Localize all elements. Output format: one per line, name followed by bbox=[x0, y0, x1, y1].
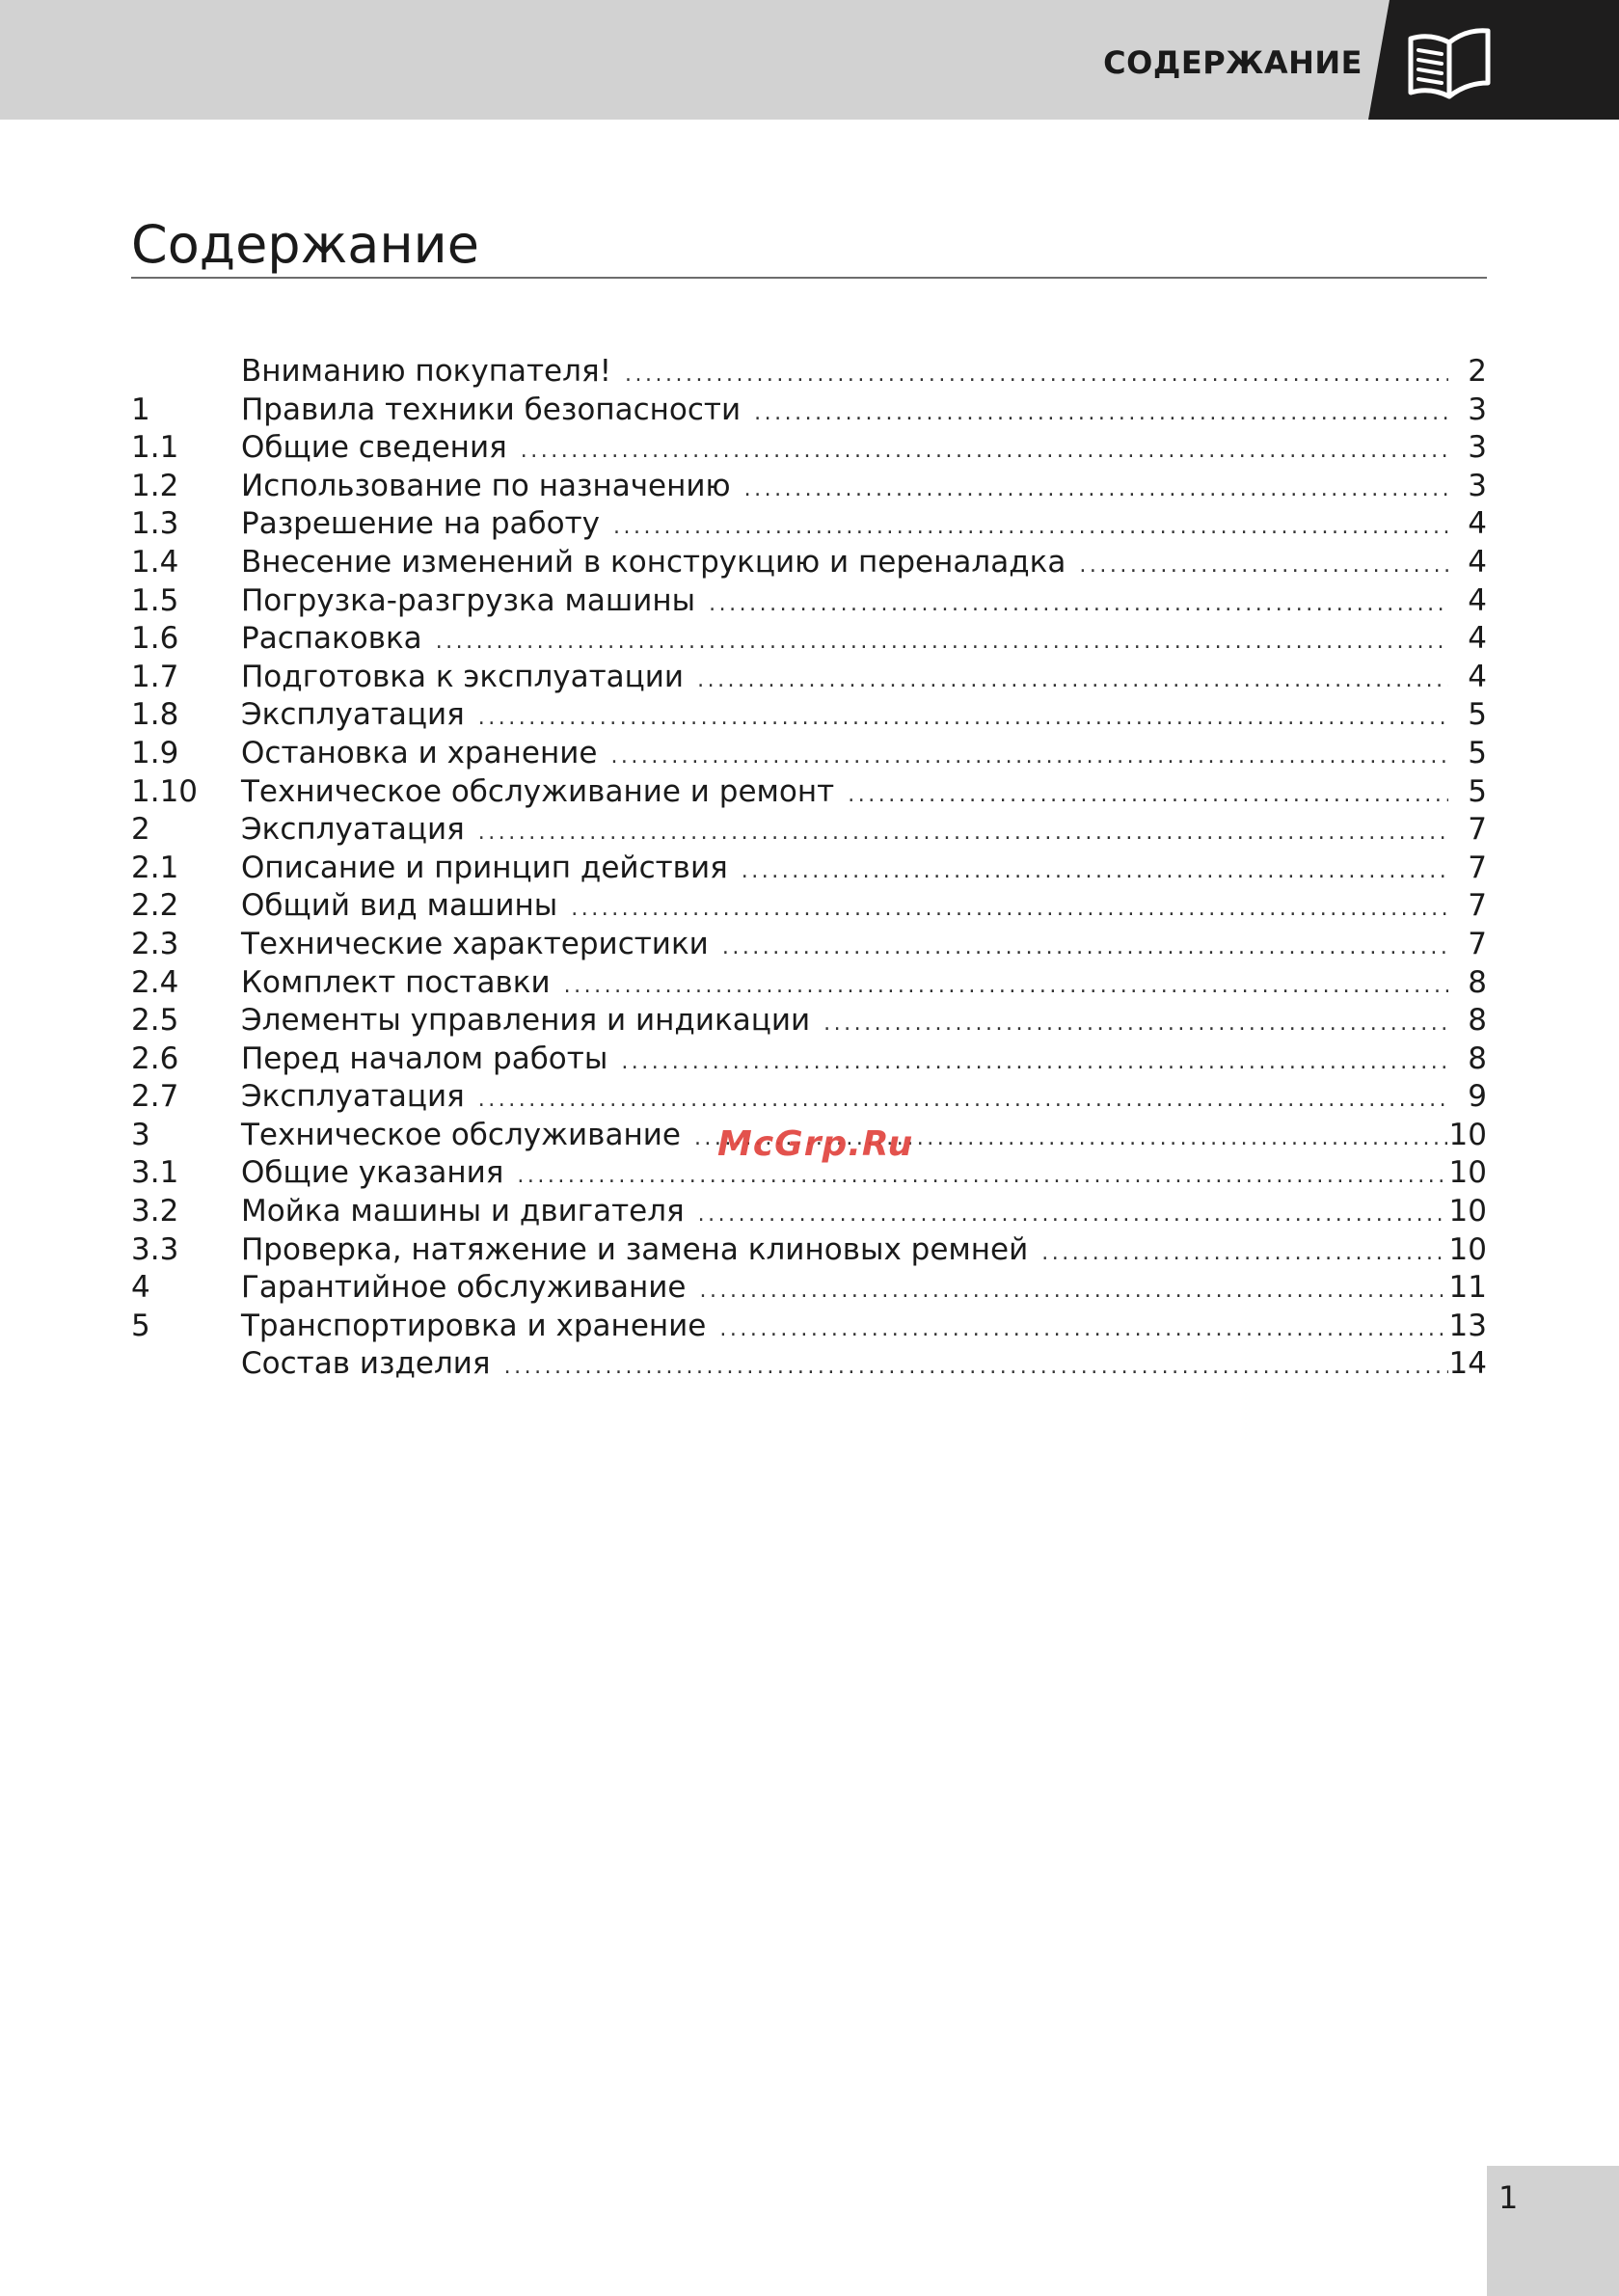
toc-entry[interactable] bbox=[131, 659, 1487, 697]
toc-entry-title: Проверка, натяжение и замена клиновых ремней bbox=[241, 1231, 1029, 1267]
toc-entry-page: 7 bbox=[1468, 850, 1487, 885]
toc-entry-title: Описание и принцип действия bbox=[241, 850, 728, 885]
toc-entry-number: 3 bbox=[131, 1117, 150, 1152]
toc-entry-page: 7 bbox=[1468, 926, 1487, 961]
toc-dot-leader bbox=[744, 471, 1448, 509]
toc-dot-leader bbox=[610, 738, 1448, 776]
toc-dot-leader bbox=[1079, 547, 1448, 585]
toc-entry-number: 1.7 bbox=[131, 659, 179, 694]
toc-entry-title: Общий вид машины bbox=[241, 888, 558, 924]
toc-dot-leader bbox=[613, 508, 1448, 547]
toc-entry[interactable] bbox=[131, 1002, 1487, 1040]
toc-entry[interactable] bbox=[131, 429, 1487, 468]
page-number: 1 bbox=[1498, 2179, 1519, 2216]
toc-entry-title: Гарантийное обслуживание bbox=[241, 1270, 687, 1306]
toc-dot-leader bbox=[823, 1005, 1448, 1043]
toc-entry-number: 4 bbox=[131, 1270, 150, 1306]
toc-dot-leader bbox=[848, 776, 1448, 815]
toc-dot-leader bbox=[436, 623, 1448, 662]
page-title: Содержание bbox=[131, 214, 479, 275]
toc-entry[interactable] bbox=[131, 468, 1487, 506]
toc-dot-leader bbox=[719, 1310, 1448, 1349]
toc-entry-page: 10 bbox=[1448, 1194, 1487, 1229]
toc-dot-leader bbox=[699, 1272, 1448, 1310]
toc-entry-title: Правила техники безопасности bbox=[241, 392, 742, 427]
toc-entry-title: Перед началом работы bbox=[241, 1040, 608, 1076]
toc-entry-number: 1.5 bbox=[131, 582, 179, 618]
toc-dot-leader bbox=[742, 852, 1448, 891]
toc-entry-number: 1.2 bbox=[131, 468, 179, 503]
toc-entry-page: 5 bbox=[1468, 697, 1487, 733]
toc-entry-title: Мойка машины и двигателя bbox=[241, 1194, 685, 1229]
toc-entry-number: 2.7 bbox=[131, 1079, 179, 1115]
toc-entry-title: Эксплуатация bbox=[241, 812, 465, 848]
toc-entry-title: Эксплуатация bbox=[241, 697, 465, 733]
toc-entry[interactable] bbox=[131, 1308, 1487, 1346]
toc-entry-number: 3.2 bbox=[131, 1194, 179, 1229]
toc-entry-number: 2.4 bbox=[131, 964, 179, 1000]
toc-entry-title: Разрешение на работу bbox=[241, 506, 600, 542]
toc-entry[interactable] bbox=[131, 1345, 1487, 1384]
toc-entry[interactable] bbox=[131, 544, 1487, 582]
toc-entry-number: 1.3 bbox=[131, 506, 179, 542]
toc-dot-leader bbox=[621, 1043, 1448, 1082]
toc-entry-page: 8 bbox=[1468, 1003, 1487, 1039]
toc-entry[interactable] bbox=[131, 1193, 1487, 1231]
toc-entry-title: Технические характеристики bbox=[241, 926, 709, 961]
toc-entry-page: 5 bbox=[1468, 773, 1487, 809]
toc-entry[interactable] bbox=[131, 850, 1487, 888]
toc-entry-title: Элементы управления и индикации bbox=[241, 1003, 811, 1039]
toc-entry-number: 5 bbox=[131, 1308, 150, 1343]
toc-entry-number: 1.1 bbox=[131, 430, 179, 466]
toc-dot-leader bbox=[698, 1196, 1448, 1234]
toc-entry-page: 8 bbox=[1468, 964, 1487, 1000]
toc-dot-leader bbox=[697, 662, 1448, 700]
toc-dot-leader bbox=[564, 967, 1448, 1006]
toc-entry-number: 2.1 bbox=[131, 850, 179, 885]
book-icon bbox=[1401, 25, 1498, 102]
toc-entry-page: 9 bbox=[1468, 1079, 1487, 1115]
toc-entry-title: Техническое обслуживание bbox=[241, 1117, 681, 1152]
toc-entry-title: Распаковка bbox=[241, 621, 422, 657]
toc-entry-title: Техническое обслуживание и ремонт bbox=[241, 773, 835, 809]
toc-entry-page: 4 bbox=[1468, 506, 1487, 542]
toc-entry[interactable] bbox=[131, 505, 1487, 544]
toc-entry-page: 4 bbox=[1468, 544, 1487, 580]
toc-entry-page: 4 bbox=[1468, 659, 1487, 694]
toc-entry[interactable] bbox=[131, 1231, 1487, 1270]
toc-dot-leader bbox=[478, 814, 1448, 852]
toc-entry-number: 2.2 bbox=[131, 888, 179, 924]
toc-entry[interactable] bbox=[131, 773, 1487, 812]
toc-entry[interactable] bbox=[131, 1040, 1487, 1079]
toc-entry[interactable] bbox=[131, 353, 1487, 392]
toc-dot-leader bbox=[504, 1348, 1448, 1387]
toc-entry-number: 2.3 bbox=[131, 926, 179, 961]
toc-entry-number: 2.5 bbox=[131, 1003, 179, 1039]
toc-entry-title: Эксплуатация bbox=[241, 1079, 465, 1115]
toc-entry-page: 3 bbox=[1468, 430, 1487, 466]
toc-entry-title: Состав изделия bbox=[241, 1346, 491, 1382]
toc-entry-title: Подготовка к эксплуатации bbox=[241, 659, 685, 694]
toc-entry-number: 1.10 bbox=[131, 773, 199, 809]
toc-entry-page: 3 bbox=[1468, 392, 1487, 427]
toc-entry[interactable] bbox=[131, 620, 1487, 659]
toc-entry[interactable] bbox=[131, 1078, 1487, 1117]
toc-entry[interactable] bbox=[131, 696, 1487, 735]
section-label: СОДЕРЖАНИЕ bbox=[1103, 44, 1363, 81]
table-of-contents bbox=[131, 353, 1487, 1384]
toc-entry-number: 3.3 bbox=[131, 1231, 179, 1267]
toc-entry-page: 14 bbox=[1448, 1346, 1487, 1382]
toc-entry-page: 7 bbox=[1468, 812, 1487, 848]
toc-entry-title: Погрузка-разгрузка машины bbox=[241, 582, 696, 618]
toc-dot-leader bbox=[478, 1081, 1448, 1120]
toc-entry-page: 8 bbox=[1468, 1040, 1487, 1076]
toc-entry-number: 2 bbox=[131, 812, 150, 848]
toc-dot-leader bbox=[754, 394, 1448, 433]
watermark: McGrp.Ru bbox=[717, 1124, 914, 1164]
toc-entry-number: 1 bbox=[131, 392, 150, 427]
toc-entry-page: 4 bbox=[1468, 582, 1487, 618]
toc-dot-leader bbox=[571, 890, 1448, 929]
toc-entry-number: 1.6 bbox=[131, 621, 179, 657]
toc-dot-leader bbox=[709, 585, 1448, 624]
toc-entry[interactable] bbox=[131, 811, 1487, 850]
toc-entry-page: 2 bbox=[1468, 354, 1487, 389]
toc-entry-number: 1.8 bbox=[131, 697, 179, 733]
toc-entry-title: Транспортировка и хранение bbox=[241, 1308, 707, 1343]
toc-entry-page: 11 bbox=[1448, 1270, 1487, 1306]
toc-entry-title: Комплект поставки bbox=[241, 964, 551, 1000]
toc-entry-title: Внесение изменений в конструкцию и переналадка bbox=[241, 544, 1066, 580]
header-tab bbox=[1368, 0, 1619, 120]
toc-dot-leader bbox=[517, 1157, 1448, 1196]
page-number-box bbox=[1487, 2166, 1619, 2296]
toc-dot-leader bbox=[722, 929, 1448, 967]
toc-entry-title: Остановка и хранение bbox=[241, 735, 598, 770]
toc-entry-title: Общие сведения bbox=[241, 430, 507, 466]
toc-entry-page: 3 bbox=[1468, 468, 1487, 503]
toc-entry[interactable] bbox=[131, 887, 1487, 926]
toc-entry[interactable] bbox=[131, 735, 1487, 773]
toc-entry-title: Вниманию покупателя! bbox=[241, 354, 612, 389]
toc-entry[interactable] bbox=[131, 582, 1487, 621]
toc-dot-leader bbox=[521, 432, 1448, 471]
toc-entry-page: 10 bbox=[1448, 1231, 1487, 1267]
toc-entry-page: 7 bbox=[1468, 888, 1487, 924]
title-divider bbox=[131, 277, 1487, 279]
toc-entry-title: Общие указания bbox=[241, 1155, 504, 1191]
toc-dot-leader bbox=[625, 356, 1448, 394]
toc-entry-page: 5 bbox=[1468, 735, 1487, 770]
toc-entry[interactable] bbox=[131, 392, 1487, 430]
toc-dot-leader bbox=[478, 699, 1448, 738]
toc-entry-number: 1.4 bbox=[131, 544, 179, 580]
toc-entry[interactable] bbox=[131, 964, 1487, 1003]
toc-dot-leader bbox=[1041, 1234, 1448, 1273]
toc-entry[interactable] bbox=[131, 1269, 1487, 1308]
toc-entry-page: 10 bbox=[1448, 1155, 1487, 1191]
toc-entry-page: 13 bbox=[1448, 1308, 1487, 1343]
toc-entry-number: 3.1 bbox=[131, 1155, 179, 1191]
toc-entry-number: 2.6 bbox=[131, 1040, 179, 1076]
toc-entry-page: 10 bbox=[1448, 1117, 1487, 1152]
toc-entry[interactable] bbox=[131, 926, 1487, 964]
toc-entry-number: 1.9 bbox=[131, 735, 179, 770]
toc-entry-title: Использование по назначению bbox=[241, 468, 731, 503]
toc-entry-page: 4 bbox=[1468, 621, 1487, 657]
